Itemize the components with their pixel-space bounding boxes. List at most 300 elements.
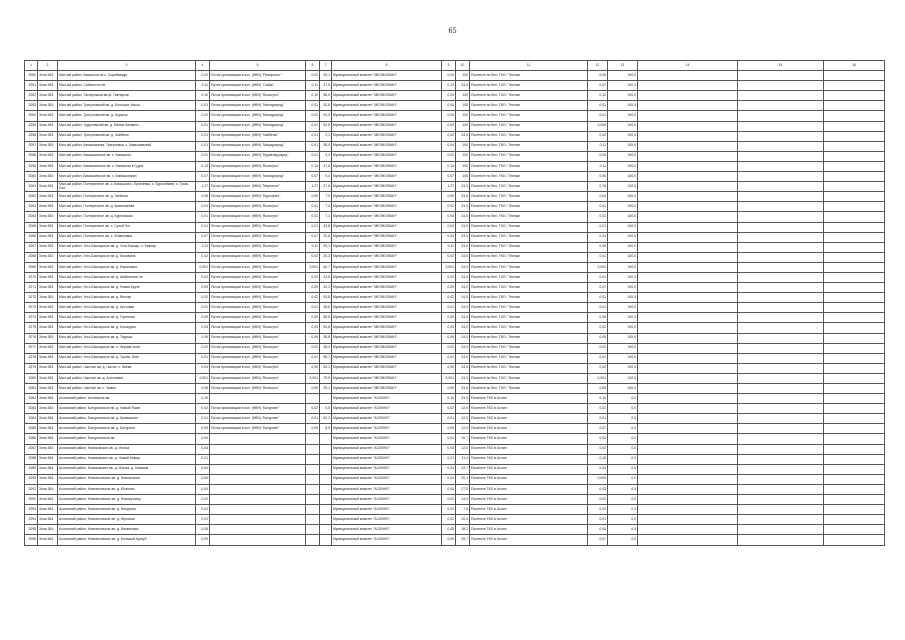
table-cell [638, 232, 738, 242]
table-cell: Муниципальный комитет "МЕЛИОЛКАН" [332, 182, 442, 192]
table-cell: 2063 [25, 202, 38, 212]
column-number-row [25, 61, 885, 71]
table-cell: 0,06 [588, 313, 608, 323]
table-cell [210, 515, 306, 525]
table-cell: Муниципальный комитет "МЕЛИОЛКАН" [332, 373, 442, 383]
table-cell: Муниципальный комитет "МЕЛИОЛКАН" [332, 323, 442, 333]
table-cell: 0,21 [442, 454, 456, 464]
table-cell [638, 121, 738, 131]
column-number: 3 [58, 61, 196, 71]
table-cell [306, 484, 320, 494]
table-cell: Зона 364 [38, 444, 58, 454]
table-cell: Зона 364 [38, 434, 58, 444]
table-cell [824, 484, 885, 494]
table-cell: 0,005 [588, 474, 608, 484]
table-cell: 0,02 [196, 495, 210, 505]
table-cell [738, 474, 824, 484]
table-cell: 24,0 [456, 363, 470, 373]
table-cell: 24,0 [456, 313, 470, 323]
table-cell: Поток организации в кол. (НВН) "Ремпроект" [210, 71, 306, 81]
table-cell: 0,0 [608, 464, 638, 474]
table-cell: 100,0 [608, 131, 638, 141]
table-cell [638, 172, 738, 182]
table-cell: 0,01 [588, 303, 608, 313]
table-cell: 0,10 [196, 394, 210, 404]
table-cell: 0,02 [306, 343, 320, 353]
table-cell: 0,02 [196, 272, 210, 282]
table-cell: 7,4 [320, 202, 332, 212]
table-cell: Посетите по бел. ТКО / Теплые [470, 172, 588, 182]
table-cell [824, 333, 885, 343]
table-cell: Поток организации в кол. (НВН) "Кайбелы" [210, 131, 306, 141]
table-cell: Мал-ый район, Полтиречное ав. д. Бурновская [58, 212, 196, 222]
table-cell: Зона 363 [38, 202, 58, 212]
table-cell [638, 505, 738, 515]
table-cell: Поток организации в кол. (НВН) "Малаураунд" [210, 101, 306, 111]
table-cell: 0,02 [442, 343, 456, 353]
table-cell [824, 394, 885, 404]
table-cell: 0,07 [196, 232, 210, 242]
table-cell [320, 525, 332, 535]
table-cell [824, 272, 885, 282]
table-cell: Аслинский район, Новоюгинское ав. д. Большой Кускуб [58, 535, 196, 545]
table-row [25, 414, 885, 424]
table-cell: Поток организации в кол. (НВН) "Вольгуно" [210, 373, 306, 383]
table-cell: 0,02 [196, 505, 210, 515]
table-cell: 100,0 [608, 303, 638, 313]
table-cell [306, 515, 320, 525]
table-cell: 24,0 [456, 303, 470, 313]
table-cell: 0,07 [588, 424, 608, 434]
table-cell: Зона 363 [38, 323, 58, 333]
table-cell: 0,02 [442, 293, 456, 303]
table-cell [638, 464, 738, 474]
table-row [25, 505, 885, 515]
table-cell: 0,06 [306, 333, 320, 343]
table-cell: Посетите ТКО в Аслин [470, 515, 588, 525]
table-cell: Поток организации в кол. (НВН) "Мартелье" [210, 182, 306, 192]
table-cell: Поток организации в кол. (НВН) "Сабак" [210, 81, 306, 91]
table-cell: Посетите ТКО в Аслин [470, 454, 588, 464]
table-row [25, 323, 885, 333]
table-cell: Зона 363 [38, 283, 58, 293]
table-cell: Посетите по бел. ТКО / Теплые [470, 363, 588, 373]
table-row [25, 404, 885, 414]
table-cell: Поток организации в кол. (НВН) "Батурлин" [210, 414, 306, 424]
table-cell: Муниципальный комитет "МЕЛИОЛКАН" [332, 131, 442, 141]
table-cell [320, 394, 332, 404]
table-cell: 29,1 [320, 384, 332, 394]
table-cell: Посетите по бел. ТКО / Теплые [470, 343, 588, 353]
table-cell: 24,0 [456, 262, 470, 272]
table-cell [638, 111, 738, 121]
table-cell: 0,01 [442, 353, 456, 363]
table-cell: 0,01 [588, 515, 608, 525]
table-cell: 0,09 [196, 283, 210, 293]
table-cell: Муниципальный комитет "МЕЛИОЛКАН" [332, 293, 442, 303]
table-cell: Муниципальный комитет "АСЛИНО" [332, 434, 442, 444]
table-cell: 2059 [25, 161, 38, 171]
table-cell: Посетите по бел. ТКО / Теплые [470, 111, 588, 121]
table-cell: 0,05 [196, 525, 210, 535]
table-cell: 0,01 [588, 272, 608, 282]
table-cell [824, 141, 885, 151]
table-cell: 0,03 [306, 323, 320, 333]
table-cell: 0,04 [442, 71, 456, 81]
table-cell: Зона 363 [38, 303, 58, 313]
table-cell: 0,0 [608, 515, 638, 525]
table-cell [738, 121, 824, 131]
table-cell [738, 434, 824, 444]
table-cell: 0,06 [196, 384, 210, 394]
table-cell [638, 474, 738, 484]
table-cell [306, 474, 320, 484]
table-cell: Зона 364 [38, 505, 58, 515]
table-cell: Муниципальный комитет "АСЛИНО" [332, 454, 442, 464]
table-cell: 2078 [25, 353, 38, 363]
table-cell: 2061 [25, 182, 38, 192]
table-cell [738, 161, 824, 171]
table-cell: 18,1 [456, 525, 470, 535]
table-cell: 0,01 [588, 202, 608, 212]
table-cell [738, 172, 824, 182]
table-cell: Посетите ТКО в Аслин [470, 525, 588, 535]
table-cell [824, 434, 885, 444]
table-row [25, 151, 885, 161]
table-cell: 0,01 [196, 414, 210, 424]
table-cell: 0,12 [588, 91, 608, 101]
table-cell [738, 384, 824, 394]
table-cell: Муниципальный комитет "МЕЛИОЛКАН" [332, 242, 442, 252]
table-cell: 0,01 [588, 101, 608, 111]
table-cell: 0,07 [306, 232, 320, 242]
table-cell: Посетите по бел. ТКО / Теплые [470, 232, 588, 242]
table-cell [738, 505, 824, 515]
table-cell: Посетите ТКО в Аслин [470, 444, 588, 454]
table-cell: 0,01 [306, 151, 320, 161]
table-cell [638, 525, 738, 535]
table-cell: 24,0 [456, 131, 470, 141]
table-cell: Посетите по бел. ТКО / Теплые [470, 151, 588, 161]
table-cell: 9,4 [320, 172, 332, 182]
table-cell: 0,09 [196, 313, 210, 323]
table-cell: Муниципальный комитет "МЕЛИОЛКАН" [332, 343, 442, 353]
table-cell: 0,0 [608, 525, 638, 535]
table-cell: 0,01 [306, 222, 320, 232]
table-cell: 2067 [25, 242, 38, 252]
table-cell: 24,0 [456, 252, 470, 262]
table-cell: 32,2 [320, 283, 332, 293]
table-cell: Зона 363 [38, 353, 58, 363]
table-cell: Аслинский район, Новоюгинское ав. д. Новокузнецк [58, 495, 196, 505]
table-cell: Муниципальный комитет "МЕЛИОЛКАН" [332, 232, 442, 242]
table-cell: 0,02 [442, 404, 456, 414]
table-cell [320, 464, 332, 474]
table-cell: 0,01 [196, 121, 210, 131]
table-cell: Поток организации в кол. (НВН) "Вольгуно" [210, 222, 306, 232]
table-cell [824, 454, 885, 464]
table-cell [638, 484, 738, 494]
table-cell: Зона 364 [38, 474, 58, 484]
table-cell: Муниципальный комитет "МЕЛИОЛКАН" [332, 111, 442, 121]
column-number: 7 [320, 61, 332, 71]
table-row [25, 293, 885, 303]
table-cell: Посетите по бел. ТКО / Теплые [470, 373, 588, 383]
table-cell: 0,03 [442, 111, 456, 121]
table-cell [210, 525, 306, 535]
table-cell: 2080 [25, 373, 38, 383]
table-cell [638, 151, 738, 161]
table-cell: 2065 [25, 222, 38, 232]
table-cell [738, 484, 824, 494]
table-cell: 0,01 [588, 252, 608, 262]
table-cell: Зона 364 [38, 484, 58, 494]
table-cell: Муниципальный комитет "МЕЛИОЛКАН" [332, 363, 442, 373]
table-cell [210, 474, 306, 484]
table-cell: 0,001 [196, 262, 210, 272]
table-cell [738, 91, 824, 101]
table-cell [824, 121, 885, 131]
table-cell: 0,0 [608, 474, 638, 484]
table-cell: 0,12 [442, 81, 456, 91]
table-cell: 0,21 [196, 454, 210, 464]
table-cell: 12,0 [456, 444, 470, 454]
table-cell: 100 [456, 161, 470, 171]
table-cell: 0,01 [306, 202, 320, 212]
table-cell [738, 495, 824, 505]
table-cell: Посетите по бел. ТКО / Теплые [470, 283, 588, 293]
table-cell: 100 [456, 141, 470, 151]
table-cell: Посетите по бел. ТКО / Теплые [470, 141, 588, 151]
table-cell [824, 262, 885, 272]
table-cell: 24,0 [456, 394, 470, 404]
table-cell: 0,04 [442, 434, 456, 444]
table-cell: 0,05 [588, 333, 608, 343]
table-cell: 0,02 [196, 404, 210, 414]
table-cell: Посетите по бел. ТКО / Теплые [470, 353, 588, 363]
table-cell: Посетите по бел. ТКО / Теплые [470, 333, 588, 343]
table-cell: 2089 [25, 464, 38, 474]
table-cell: 100,0 [608, 151, 638, 161]
table-cell [738, 212, 824, 222]
table-cell [824, 91, 885, 101]
table-cell [638, 454, 738, 464]
column-number: 15 [738, 61, 824, 71]
table-cell: 100,0 [608, 252, 638, 262]
table-cell: Посетите по бел. ТКО / Теплые [470, 71, 588, 81]
table-row [25, 222, 885, 232]
table-cell: 0,15 [588, 454, 608, 464]
table-cell: 0,07 [588, 283, 608, 293]
table-cell: 0,04 [442, 474, 456, 484]
table-cell: 0,05 [442, 525, 456, 535]
table-cell: 100 [456, 101, 470, 111]
table-cell: Зона 363 [38, 232, 58, 242]
table-cell: 24,0 [456, 293, 470, 303]
table-cell: Зона 364 [38, 515, 58, 525]
table-cell: Муниципальный комитет "МЕЛИОЛКАН" [332, 283, 442, 293]
table-cell: 0,06 [306, 384, 320, 394]
table-cell: Поток организации в кол. (НВН) "Вольгуно" [210, 272, 306, 282]
table-cell: Поток организации в кол. (НВН) "Вольгуно" [210, 293, 306, 303]
table-cell: 0,13 [306, 161, 320, 171]
table-cell [738, 313, 824, 323]
table-cell: Муниципальный комитет "МЕЛИОЛКАН" [332, 353, 442, 363]
table-cell: Мал-ый район, Тригуловский ав. д. Большое Умыш [58, 101, 196, 111]
table-cell [738, 262, 824, 272]
table-cell [824, 202, 885, 212]
table-cell [738, 242, 824, 252]
table-cell: 0,02 [588, 131, 608, 141]
table-cell: Мал-ый район, Усть-Бакчарское ав. д. Трилы-Тиле [58, 353, 196, 363]
table-cell: Поток организации в кол. (НВН) "Вольгуно" [210, 161, 306, 171]
table-cell: Муниципальный комитет "АСЛИНО" [332, 404, 442, 414]
table-cell: Поток организации в кол. (НВН) "Батурлин" [210, 424, 306, 434]
table-cell [738, 131, 824, 141]
table-cell [824, 525, 885, 535]
table-cell: 0,02 [196, 343, 210, 353]
table-cell: 0,002 [588, 262, 608, 272]
table-cell: 0,01 [196, 303, 210, 313]
table-cell: 24,0 [456, 283, 470, 293]
table-cell: Аслинский район, Новоюгинское ав. д. Батурина [58, 505, 196, 515]
table-cell: 20,1 [456, 474, 470, 484]
table-cell: 0,0 [608, 434, 638, 444]
table-row [25, 343, 885, 353]
table-cell: 0,01 [588, 293, 608, 303]
table-cell: Зона 364 [38, 525, 58, 535]
table-cell: 2066 [25, 232, 38, 242]
table-cell: 100,0 [608, 172, 638, 182]
table-cell: 0,07 [306, 172, 320, 182]
table-cell: Посетите ТКО в Аслин [470, 404, 588, 414]
table-cell: 2076 [25, 333, 38, 343]
table-cell: 0,04 [442, 101, 456, 111]
table-cell [738, 424, 824, 434]
table-cell: Аслинский район, Новиковское ав. д. Новый Кижир [58, 454, 196, 464]
table-cell [638, 202, 738, 212]
table-row [25, 303, 885, 313]
table-cell [320, 454, 332, 464]
column-number: 5 [210, 61, 306, 71]
table-cell: 2056 [25, 131, 38, 141]
table-cell: 0,01 [196, 353, 210, 363]
table-cell: Посетите по бел. ТКО / Теплые [470, 182, 588, 192]
table-cell: Мал-ый район, Чылтые ав. с. Чыкое [58, 384, 196, 394]
table-row [25, 101, 885, 111]
data-table [24, 60, 885, 546]
table-cell: 0,01 [588, 212, 608, 222]
table-cell [306, 505, 320, 515]
table-cell [824, 212, 885, 222]
table-cell: 7,1 [320, 212, 332, 222]
table-cell: Аслинский район, Новоюгинское ав. д. Новоюгинка [58, 474, 196, 484]
table-cell: 100,0 [608, 363, 638, 373]
table-cell: 0,01 [588, 404, 608, 414]
table-cell: 20,8 [320, 232, 332, 242]
table-cell: 47,5 [320, 81, 332, 91]
table-cell: Посетите по бел. ТКО / Теплые [470, 192, 588, 202]
table-cell: 0,03 [588, 434, 608, 444]
table-cell: 27,6 [320, 182, 332, 192]
table-cell: Зона 363 [38, 182, 58, 192]
table-cell [738, 515, 824, 525]
table-cell: 0,02 [306, 111, 320, 121]
table-cell: 100,0 [608, 81, 638, 91]
table-cell [824, 404, 885, 414]
table-row [25, 484, 885, 494]
table-cell: Муниципальный комитет "МЕЛИОЛКАН" [332, 222, 442, 232]
table-cell: Посетите по бел. ТКО / Теплые [470, 313, 588, 323]
table-cell [824, 151, 885, 161]
table-cell: Зона 363 [38, 293, 58, 303]
table-cell: 0,09 [442, 424, 456, 434]
table-cell: Муниципальный комитет "АСЛИНО" [332, 474, 442, 484]
table-cell: 29,1 [320, 71, 332, 81]
table-cell [306, 535, 320, 545]
column-number: 8 [332, 61, 442, 71]
table-cell: 24,0 [456, 222, 470, 232]
table-cell: Мал-ый район, Усть-Бакчарское ав. д. Вахтар [58, 293, 196, 303]
table-cell: 52,5 [320, 121, 332, 131]
table-cell: 0,13 [442, 161, 456, 171]
table-row [25, 384, 885, 394]
table-cell: Поток организации в кол. (НВН) "Вольгуно" [210, 343, 306, 353]
table-cell: Посетите по бел. ТКО / Теплые [470, 272, 588, 282]
table-cell: 100,0 [608, 384, 638, 394]
table-cell [738, 444, 824, 454]
table-cell: 24,0 [456, 323, 470, 333]
table-cell [824, 283, 885, 293]
table-cell: 24,0 [456, 232, 470, 242]
table-cell: 23,8 [320, 272, 332, 282]
table-cell: 0,01 [588, 111, 608, 121]
table-cell: Муниципальный комитет "МЕЛИОЛКАН" [332, 141, 442, 151]
column-number: 4 [196, 61, 210, 71]
table-cell [824, 172, 885, 182]
table-cell: Муниципальный комитет "МЕЛИОЛКАН" [332, 81, 442, 91]
table-cell: 2052 [25, 91, 38, 101]
table-cell: Муниципальный комитет "АСЛИНО" [332, 414, 442, 424]
table-cell [306, 454, 320, 464]
table-cell: 0,01 [306, 303, 320, 313]
table-cell [824, 222, 885, 232]
table-cell: Посетите ТКО в Аслин [470, 495, 588, 505]
table-cell [638, 293, 738, 303]
table-cell: 0,04 [588, 232, 608, 242]
table-cell: Зона 363 [38, 343, 58, 353]
table-row [25, 535, 885, 545]
table-cell: 1,27 [442, 182, 456, 192]
table-cell [824, 111, 885, 121]
table-cell [738, 343, 824, 353]
table-row [25, 172, 885, 182]
table-cell [638, 131, 738, 141]
table-cell: Посетите ТКО в Аслин [470, 394, 588, 404]
table-cell: 0,06 [588, 172, 608, 182]
table-cell [824, 101, 885, 111]
table-cell: 94,8 [320, 323, 332, 333]
table-cell [824, 384, 885, 394]
table-cell [638, 434, 738, 444]
table-cell: 100,0 [608, 212, 638, 222]
table-cell: Поток организации в кол. (НВН) "Вольгуно" [210, 353, 306, 363]
table-cell: 100,0 [608, 161, 638, 171]
table-cell: 0,10 [196, 91, 210, 101]
table-cell: 0,02 [588, 444, 608, 454]
table-cell: 0,11 [306, 81, 320, 91]
table-cell: 2090 [25, 474, 38, 484]
